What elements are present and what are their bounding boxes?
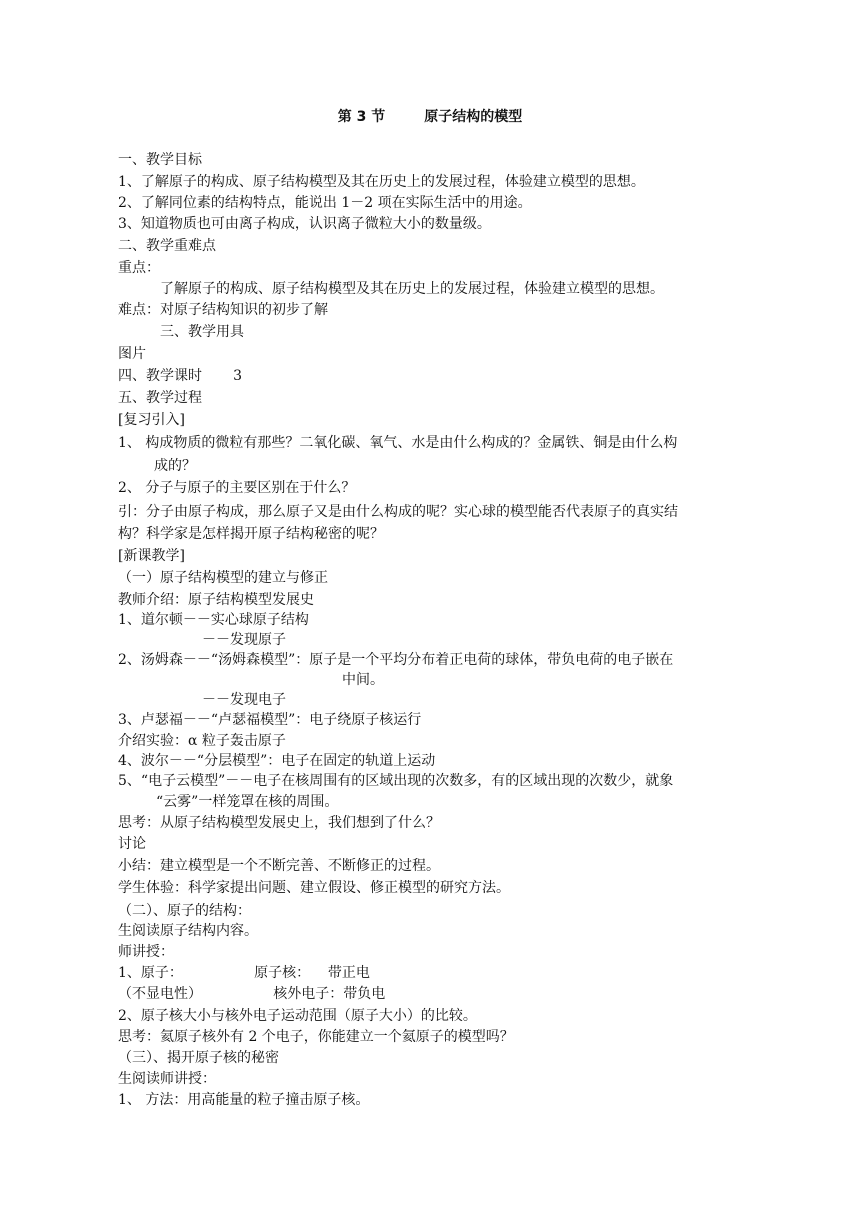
doc-line: 引：分子由原子构成，那么原子又是由什么构成的呢？实心球的模型能否代表原子的真实结 xyxy=(118,504,678,520)
doc-line: 1、 方法：用高能量的粒子撞击原子核。 xyxy=(118,1092,370,1108)
doc-line: 了解原子的构成、原子结构模型及其在历史上的发展过程，体验建立模型的思想。 xyxy=(160,281,664,297)
doc-line: （二）、原子的结构： xyxy=(118,903,251,919)
doc-line: 学生体验：科学家提出问题、建立假设、修正模型的研究方法。 xyxy=(118,880,510,896)
doc-line: 图片 xyxy=(118,346,146,362)
page-title: 第 3 节 原子结构的模型 xyxy=(337,109,523,125)
doc-line: （三）、揭开原子核的秘密 xyxy=(118,1050,279,1066)
doc-line: 四、教学课时 3 xyxy=(118,368,243,384)
doc-line: 师讲授： xyxy=(118,944,174,960)
doc-line: 5、“电子云模型”－－电子在核周围有的区域出现的次数多，有的区域出现的次数少，就象 xyxy=(118,773,674,789)
doc-line: 介绍实验：α 粒子轰击原子 xyxy=(118,733,286,749)
doc-line: 重点： xyxy=(118,260,160,276)
doc-line: 生阅读师讲授： xyxy=(118,1071,216,1087)
doc-line: 1、道尔顿－－实心球原子结构 xyxy=(118,612,309,628)
doc-line: 小结：建立模型是一个不断完善、不断修正的过程。 xyxy=(118,858,440,874)
doc-line: 2、 分子与原子的主要区别在于什么？ xyxy=(118,480,356,496)
doc-line: 中间。 xyxy=(342,672,384,688)
doc-line: “云雾”一样笼罩在核的周围。 xyxy=(156,794,339,810)
doc-line: 思考：氦原子核外有 2 个电子，你能建立一个氦原子的模型吗？ xyxy=(118,1029,514,1045)
doc-line: 二、教学重难点 xyxy=(118,238,216,254)
doc-line: 构？科学家是怎样揭开原子结构秘密的呢？ xyxy=(118,526,384,542)
doc-line: 3、知道物质也可由离子构成，认识离子微粒大小的数量级。 xyxy=(118,216,491,232)
doc-line: 2、了解同位素的结构特点，能说出 1－2 项在实际生活中的用途。 xyxy=(118,195,532,211)
doc-line: 成的？ xyxy=(154,458,196,474)
doc-line: 1、原子： 原子核： 带正电 xyxy=(118,965,370,981)
doc-line: 五、教学过程 xyxy=(118,390,202,406)
doc-line: 2、汤姆森－－“汤姆森模型”：原子是一个平均分布着正电荷的球体，带负电荷的电子嵌在 xyxy=(118,652,674,668)
doc-line: 讨论 xyxy=(118,836,146,852)
doc-line: 难点：对原子结构知识的初步了解 xyxy=(118,302,328,318)
doc-line: 教师介绍：原子结构模型发展史 xyxy=(118,592,314,608)
doc-line: 三、教学用具 xyxy=(160,324,244,340)
doc-line: 2、原子核大小与核外电子运动范围（原子大小）的比较。 xyxy=(118,1008,477,1024)
doc-line: 1、了解原子的构成、原子结构模型及其在历史上的发展过程，体验建立模型的思想。 xyxy=(118,174,645,190)
doc-line: （一）原子结构模型的建立与修正 xyxy=(118,570,328,586)
doc-line: [新课教学] xyxy=(118,548,185,564)
doc-line: 3、卢瑟福－－“卢瑟福模型”：电子绕原子核运行 xyxy=(118,712,422,728)
doc-line: －－发现原子 xyxy=(202,632,286,648)
doc-line: －－发现电子 xyxy=(202,692,286,708)
doc-line: 4、波尔－－“分层模型”：电子在固定的轨道上运动 xyxy=(118,753,436,769)
doc-line: [复习引入] xyxy=(118,412,185,428)
doc-line: 1、 构成物质的微粒有那些？二氧化碳、氧气、水是由什么构成的？金属铁、铜是由什么构 xyxy=(118,435,678,451)
doc-line: 思考：从原子结构模型发展史上，我们想到了什么？ xyxy=(118,815,440,831)
doc-line: 生阅读原子结构内容。 xyxy=(118,923,258,939)
doc-line: （不显电性） 核外电子：带负电 xyxy=(118,986,386,1002)
doc-line: 一、教学目标 xyxy=(118,152,202,168)
